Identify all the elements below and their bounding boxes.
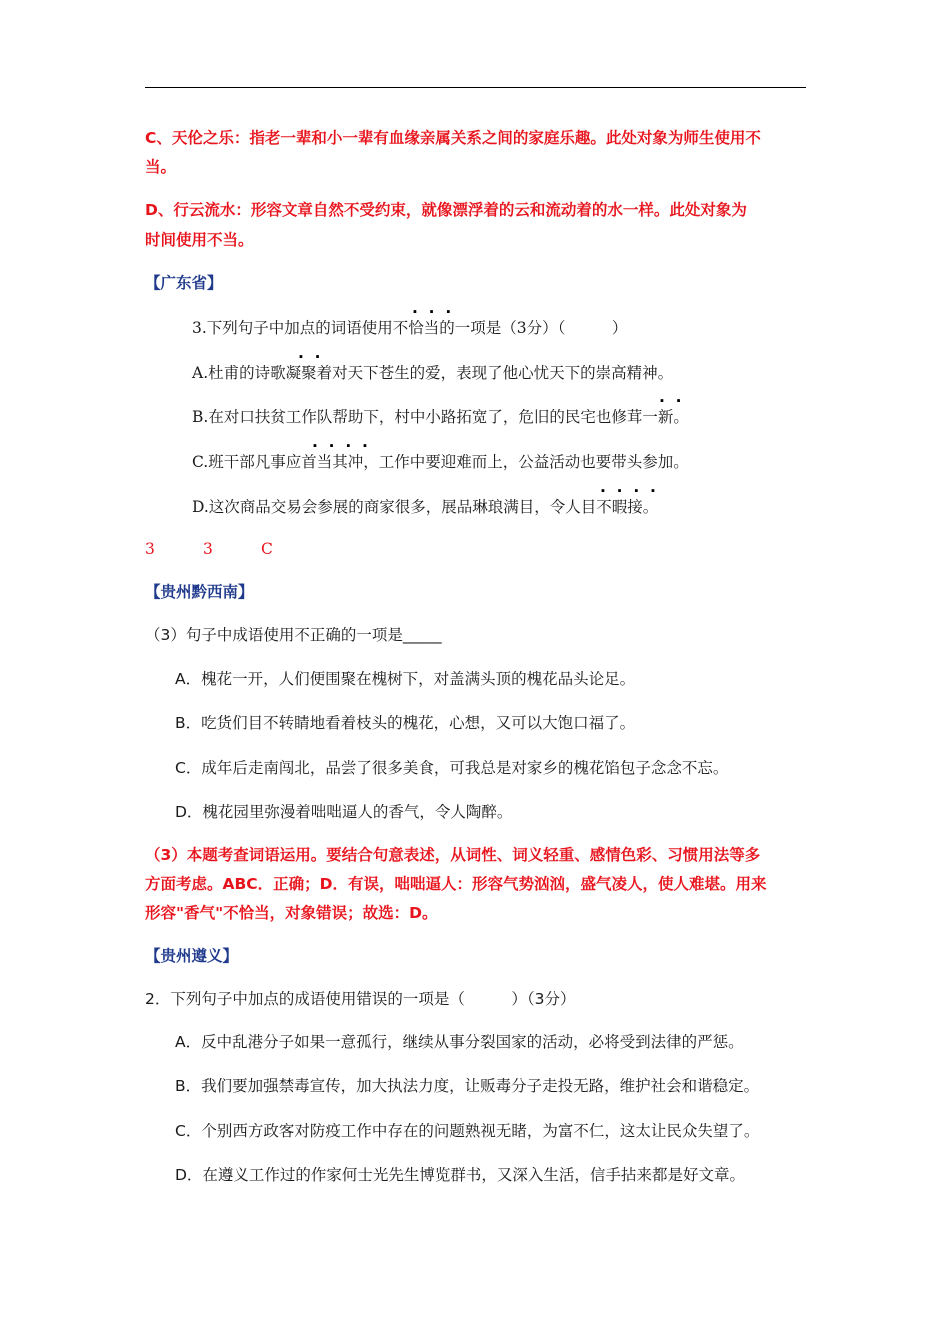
emphasis-dots: · · · bbox=[412, 303, 452, 321]
emphasis-dots: · · · · bbox=[600, 482, 656, 500]
guangdong-option-a: A.杜甫的诗歌凝聚着对天下苍生的爱，表现了他心忧天下的崇高精神。 bbox=[192, 364, 674, 382]
analysis-line-3: 形容"香气"不恰当，对象错误；故选：D。 bbox=[145, 904, 438, 922]
qianxinan-option-b: B．吃货们目不转睛地看着枝头的槐花，心想，又可以大饱口福了。 bbox=[175, 714, 636, 732]
section-header-qianxinan: 【贵州黔西南】 bbox=[145, 583, 254, 601]
zunyi-option-a: A．反中乱港分子如果一意孤行，继续从事分裂国家的活动，必将受到法律的严惩。 bbox=[175, 1033, 744, 1051]
emphasis-dots: · · · · bbox=[312, 437, 368, 455]
note-d-line-2: 时间使用不当。 bbox=[145, 231, 254, 249]
guangdong-option-b: B.在对口扶贫工作队帮助下，村中小路拓宽了，危旧的民宅也修茸一新。 bbox=[192, 408, 689, 426]
analysis-line-2: 方面考虑。ABC．正确；D．有误，咄咄逼人：形容气势汹汹，盛气凌人，使人难堪。用来 bbox=[145, 875, 767, 893]
zunyi-option-b: B．我们要加强禁毒宣传，加大执法力度，让贩毒分子走投无路，维护社会和谐稳定。 bbox=[175, 1077, 760, 1095]
note-c-line-1: C、天伦之乐：指老一辈和小一辈有血缘亲属关系之间的家庭乐趣。此处对象为师生使用不 bbox=[145, 129, 761, 147]
section-header-zunyi: 【贵州遵义】 bbox=[145, 947, 239, 965]
answer-letter: C bbox=[261, 540, 273, 558]
qianxinan-option-d: D．槐花园里弥漫着咄咄逼人的香气，令人陶醉。 bbox=[175, 803, 513, 821]
header-rule bbox=[145, 87, 806, 88]
emphasis-dots: · · bbox=[298, 348, 321, 366]
note-d-line-1: D、行云流水：形容文章自然不受约束，就像漂浮着的云和流动着的水一样。此处对象为 bbox=[145, 201, 747, 219]
emphasis-dots: · · bbox=[659, 392, 682, 410]
note-c-line-2: 当。 bbox=[145, 158, 177, 176]
qianxinan-question: （3）句子中成语使用不正确的一项是_____ bbox=[145, 626, 442, 644]
qianxinan-option-c: C．成年后走南闯北，品尝了很多美食，可我总是对家乡的槐花馅包子念念不忘。 bbox=[175, 759, 729, 777]
qianxinan-option-a: A．槐花一开，人们便围聚在槐树下，对盖满头顶的槐花品头论足。 bbox=[175, 670, 636, 688]
answer-score: 3 bbox=[203, 540, 213, 558]
guangdong-option-c: C.班干部凡事应首当其冲，工作中要迎难而上，公益活动也要带头参加。 bbox=[192, 453, 689, 471]
zunyi-option-d: D．在遵义工作过的作家何士光先生博览群书，又深入生活，信手拈来都是好文章。 bbox=[175, 1166, 745, 1184]
answer-number: 3 bbox=[145, 540, 155, 558]
guangdong-question: 3.下列句子中加点的词语使用不恰当的一项是（3分）（ ） bbox=[192, 319, 628, 337]
zunyi-question: 2．下列句子中加点的成语使用错误的一项是（ ）（3分） bbox=[145, 990, 576, 1008]
guangdong-option-d: D.这次商品交易会参展的商家很多，展品琳琅满目，令人目不暇接。 bbox=[192, 498, 659, 516]
zunyi-option-c: C．个别西方政客对防疫工作中存在的问题熟视无睹，为富不仁，这太让民众失望了。 bbox=[175, 1122, 760, 1140]
section-header-guangdong: 【广东省】 bbox=[145, 274, 223, 292]
analysis-line-1: （3）本题考查词语运用。要结合句意表述，从词性、词义轻重、感情色彩、习惯用法等多 bbox=[145, 846, 761, 864]
